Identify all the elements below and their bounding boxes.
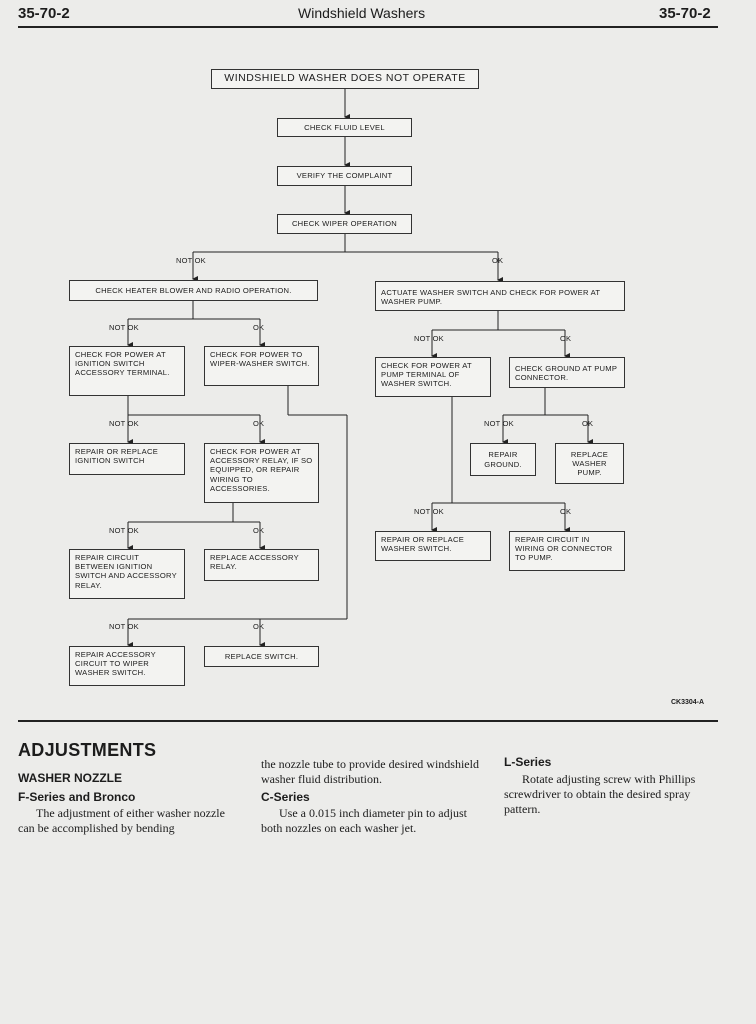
label-ok: OK — [492, 256, 504, 265]
section-rule — [18, 720, 718, 722]
label-not-ok: NOT OK — [414, 334, 444, 343]
step-repair-accessory-circuit: REPAIR ACCESSORY CIRCUIT TO WIPER WASHER SWITCH. — [69, 646, 185, 686]
adjustments-heading: ADJUSTMENTS — [18, 740, 157, 760]
step-repair-washer-switch: REPAIR OR REPLACE WASHER SWITCH. — [375, 531, 491, 561]
label-not-ok: NOT OK — [109, 419, 139, 428]
c-series-text: Use a 0.015 inch diameter pin to adjust both nozzles on each washer jet. — [261, 806, 467, 835]
flowchart-title-box: WINDSHIELD WASHER DOES NOT OPERATE — [211, 69, 479, 89]
washer-nozzle-heading: WASHER NOZZLE — [18, 771, 122, 785]
step-check-fluid: CHECK FLUID LEVEL — [277, 118, 412, 137]
step-actuate-switch: ACTUATE WASHER SWITCH AND CHECK FOR POWER AT WASHER PUMP. — [375, 281, 625, 311]
figure-id: CK3304-A — [671, 699, 705, 706]
step-check-wiper: CHECK WIPER OPERATION — [277, 214, 412, 234]
page-number-left: 35-70-2 — [18, 5, 70, 22]
label-ok: OK — [253, 622, 265, 631]
step-repair-ignition: REPAIR OR REPLACE IGNITION SWITCH — [69, 443, 185, 475]
step-repair-ground: REPAIR GROUND. — [470, 443, 536, 476]
step-power-pump-terminal: CHECK FOR POWER AT PUMP TERMINAL OF WASHER SWITCH. — [375, 357, 491, 397]
label-ok: OK — [253, 419, 265, 428]
label-not-ok: NOT OK — [109, 622, 139, 631]
c-series-heading: C-Series — [261, 790, 310, 804]
f-series-heading: F-Series and Bronco — [18, 790, 136, 804]
page-number-right: 35-70-2 — [659, 5, 711, 22]
label-not-ok: NOT OK — [109, 526, 139, 535]
l-series-text: Rotate adjusting screw with Phillips screwdriver to obtain the desired spray pattern. — [504, 772, 696, 816]
step-repair-circuit-ignition: REPAIR CIRCUIT BETWEEN IGNITION SWITCH AND ACCESSORY RELAY. — [69, 549, 185, 599]
step-verify-complaint: VERIFY THE COMPLAINT — [277, 166, 412, 186]
label-not-ok: NOT OK — [414, 507, 444, 516]
f-series-text: The adjustment of either washer nozzle can be accomplished by bending — [18, 806, 225, 835]
label-not-ok: NOT OK — [484, 419, 514, 428]
step-power-ignition: CHECK FOR POWER AT IGNITION SWITCH ACCESSORY TERMINAL. — [69, 346, 185, 396]
label-not-ok: NOT OK — [109, 323, 139, 332]
step-replace-relay: REPLACE ACCESSORY RELAY. — [204, 549, 319, 581]
step-replace-switch: REPLACE SWITCH. — [204, 646, 319, 667]
step-power-accessory-relay: CHECK FOR POWER AT ACCESSORY RELAY, IF SO EQUIPPED, OR REPAIR WIRING TO ACCESSORIES. — [204, 443, 319, 503]
l-series-heading: L-Series — [504, 755, 552, 769]
page-title: Windshield Washers — [298, 5, 426, 21]
label-ok: OK — [560, 334, 572, 343]
step-repair-circuit-pump: REPAIR CIRCUIT IN WIRING OR CONNECTOR TO PUMP. — [509, 531, 625, 571]
label-ok: OK — [560, 507, 572, 516]
step-check-ground: CHECK GROUND AT PUMP CONNECTOR. — [509, 357, 625, 388]
label-ok: OK — [253, 526, 265, 535]
f-series-text-continued: the nozzle tube to provide desired windshield washer fluid distribution. — [261, 757, 479, 786]
label-ok: OK — [253, 323, 265, 332]
label-not-ok: NOT OK — [176, 256, 206, 265]
step-power-wiper-washer: CHECK FOR POWER TO WIPER-WASHER SWITCH. — [204, 346, 319, 386]
label-ok: OK — [582, 419, 594, 428]
step-replace-pump: REPLACE WASHER PUMP. — [555, 443, 624, 484]
step-check-blower: CHECK HEATER BLOWER AND RADIO OPERATION. — [69, 280, 318, 301]
